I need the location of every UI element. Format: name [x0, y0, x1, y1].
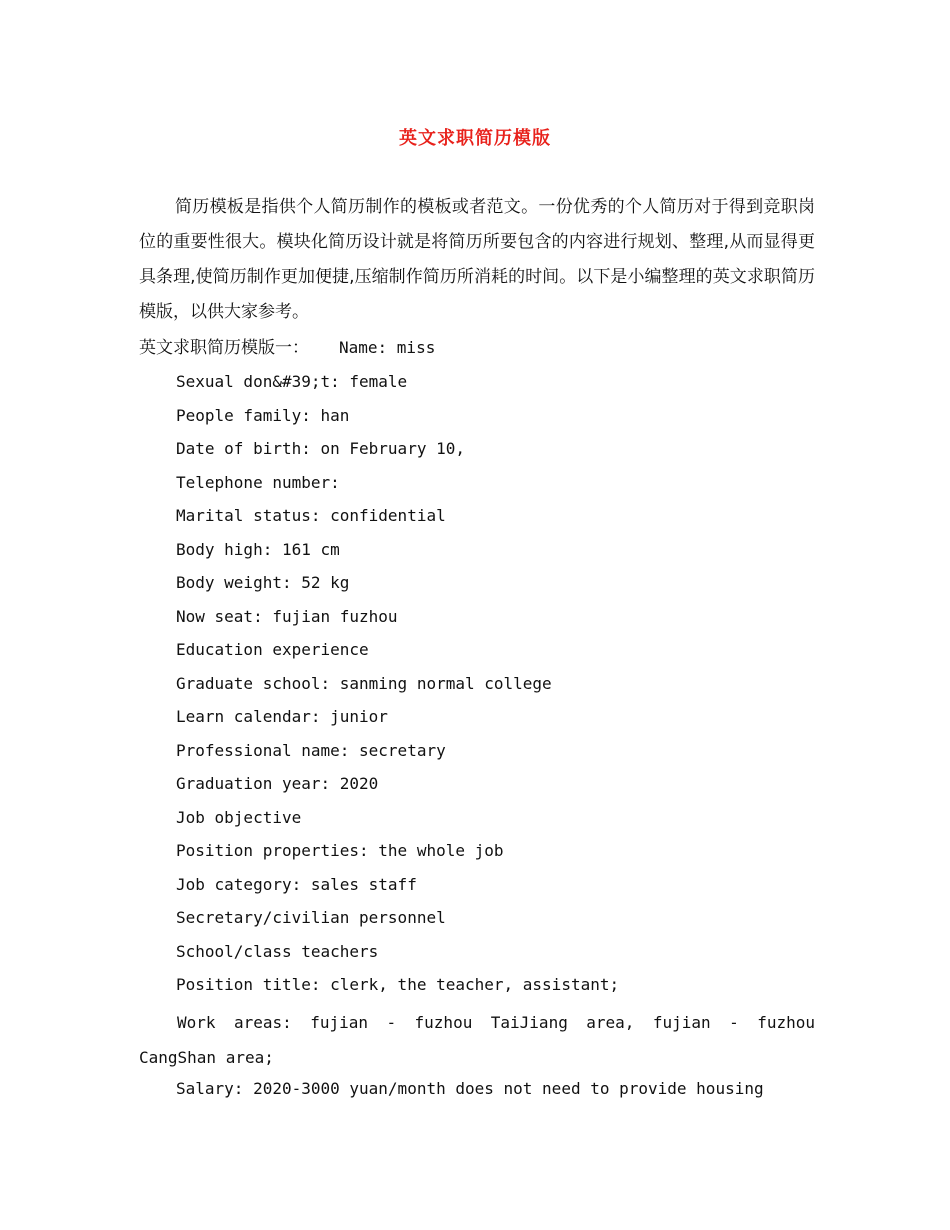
field-telephone: Telephone number: — [176, 472, 340, 492]
field-date-of-birth: Date of birth: on February 10, — [176, 439, 465, 458]
field-sexual: Sexual don&#39;t: female — [176, 372, 408, 391]
field-school-class-teachers: School/class teachers — [176, 941, 379, 961]
heading-job-objective: Job objective — [176, 807, 302, 827]
field-people-family: People family: han — [176, 405, 350, 425]
intro-paragraph: 简历模板是指供个人简历制作的模板或者范文。一份优秀的个人简历对于得到竞职岗位的重要性很大。模块化简历设计就是将简历所要包含的内容进行规划、整理,从而显得更具条理,使简历制作更加便捷,压缩制作简历所消耗的时间。以下是小编整理的英文求职简历模版，以供大家参考。 — [139, 197, 815, 322]
field-job-category: Job category: sales staff — [176, 874, 417, 894]
field-salary: Salary: 2020-3000 yuan/month does not need to provide housing — [176, 1079, 764, 1098]
resume-field-list — [176, 368, 619, 1005]
field-body-high: Body high: 161 cm — [176, 539, 340, 559]
field-work-areas: Work areas: fujian - fuzhou TaiJiang area, fujian - fuzhou CangShan area; — [139, 1013, 815, 1067]
name-field: Name: miss — [339, 338, 436, 357]
heading-education-experience: Education experience — [176, 640, 369, 659]
document-title: 英文求职简历模版 — [399, 128, 551, 149]
field-position-properties: Position properties: the whole job — [176, 841, 504, 860]
field-secretary-civilian: Secretary/civilian personnel — [176, 908, 446, 927]
field-professional-name: Professional name: secretary — [176, 740, 446, 760]
field-body-weight: Body weight: 52 kg — [176, 573, 350, 592]
resume-section-label: 英文求职简历模版一： — [139, 338, 309, 358]
field-graduation-year: Graduation year: 2020 — [176, 774, 379, 793]
field-graduate-school: Graduate school: sanming normal college — [176, 673, 552, 693]
field-marital-status: Marital status: confidential — [176, 506, 446, 525]
resume-lead-line — [139, 334, 435, 362]
field-position-title: Position title: clerk, the teacher, assistant; — [176, 975, 620, 994]
field-learn-calendar: Learn calendar: junior — [176, 707, 388, 726]
field-now-seat: Now seat: fujian fuzhou — [176, 606, 398, 626]
